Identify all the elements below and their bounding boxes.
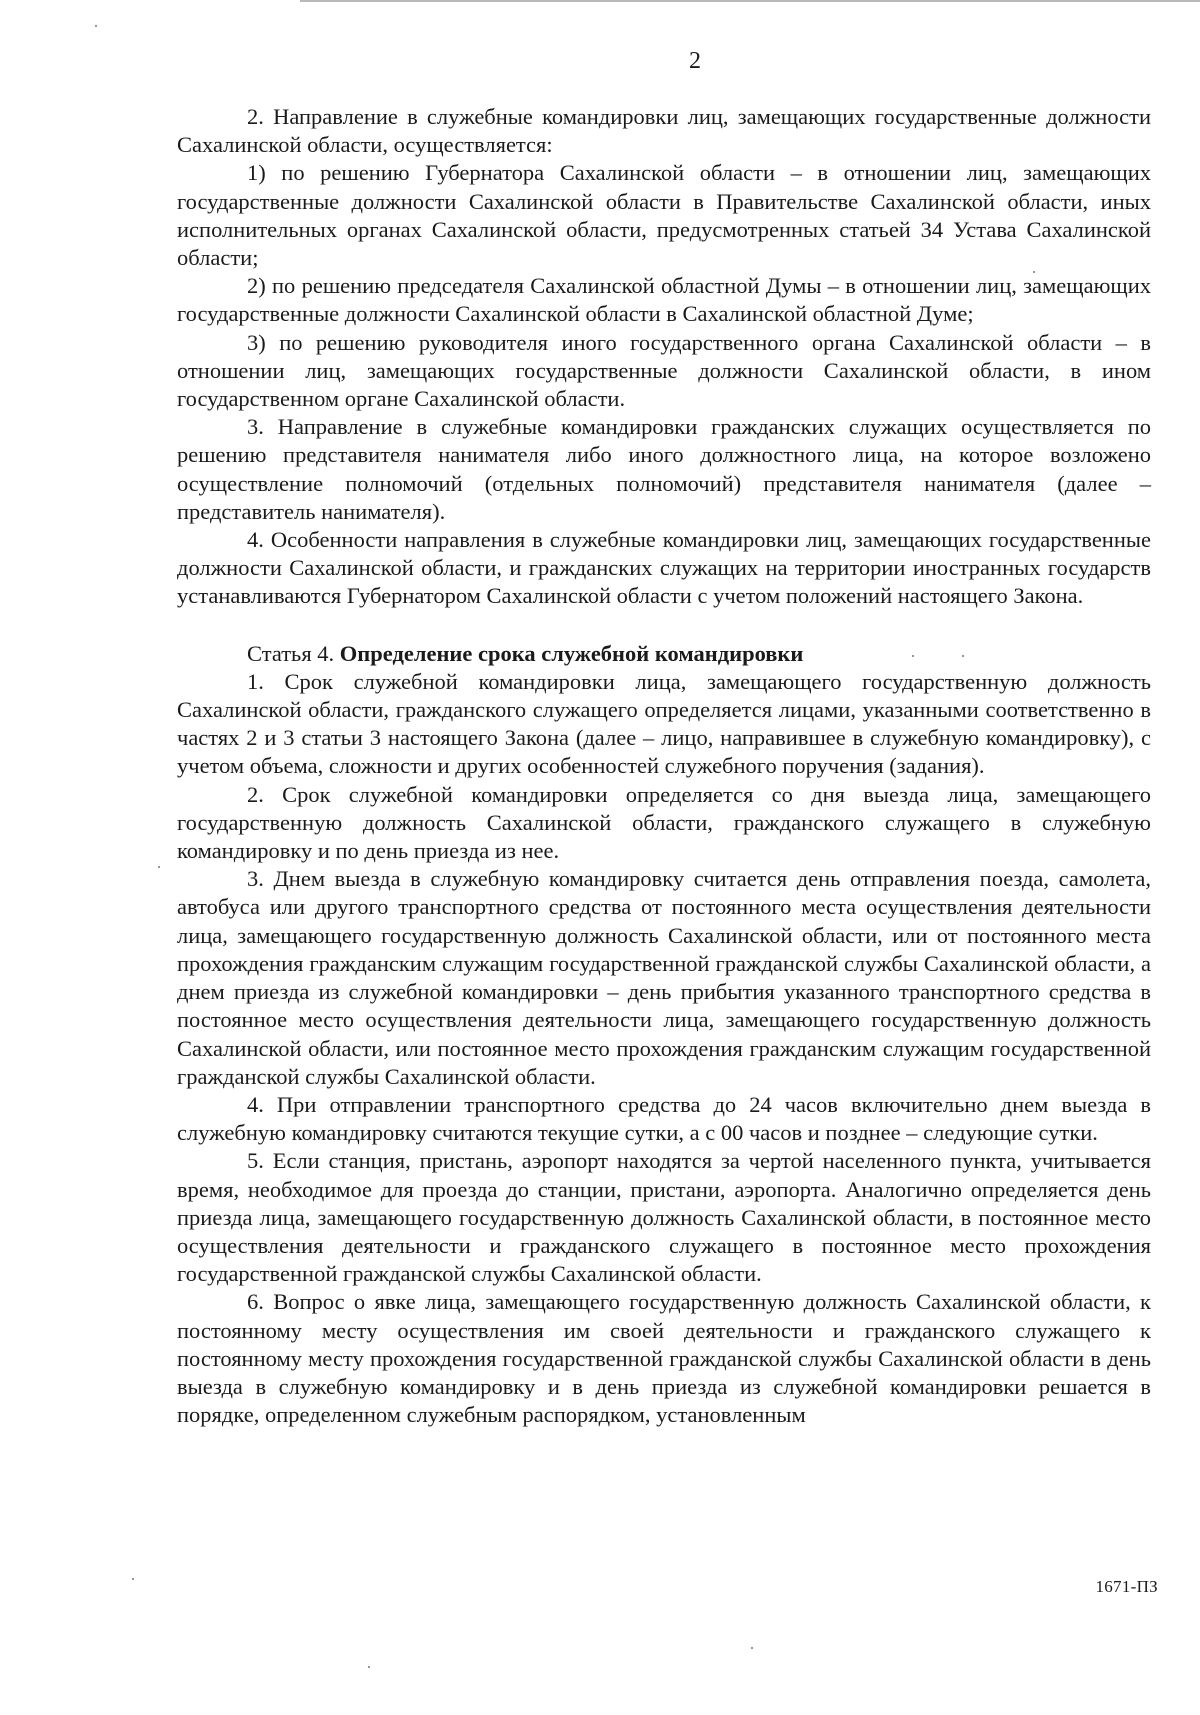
scan-speck [962,655,964,657]
scan-speck [1033,271,1035,273]
scan-edge-line [300,0,1200,2]
paragraph-article3-item2: 2) по решению председателя Сахалинской областной Думы – в отношении лиц, замещающих государственные должности Сахалинской области в Сахалинской областной Думе; [177,273,1151,327]
paragraph-article4-part5: 5. Если станция, пристань, аэропорт находятся за чертой населенного пункта, учитывается время, необходимое для проезда до станции, пристани, аэропорта. Аналогично определяется день приезда лица, замещающего государственную должность Сахалинской области, в постоянное место осуществления деятельности и гражданского служащего в постоянное место прохождения государственной гражданской службы Сахалинской области. [177,1148,1151,1287]
paragraph-article4-part6: 6. Вопрос о явке лица, замещающего государственную должность Сахалинской области, к постоянному месту осуществления им своей деятельности и гражданского служащего к постоянному месту прохождения государственной гражданской службы Сахалинской области в день выезда в служебную командировку и в день приезда из служебной командировки решается в порядке, определенном служебным распорядком, установленным [177,1289,1151,1428]
document-body [177,103,1151,1429]
paragraph-article4-part1: 1. Срок служебной командировки лица, замещающего государственную должность Сахалинской области, гражданского служащего определяется лицами, указанными соответственно в частях 2 и 3 статьи 3 настоящего Закона (далее – лицо, направившее в служебную командировку), с учетом объема, сложности и других особенностей служебного поручения (задания). [177,668,1151,779]
paragraph-article3-item3: 3) по решению руководителя иного государственного органа Сахалинской области – в отношении лиц, замещающих государственные должности Сахалинской области, в ином государственном органе Сахалинской области. [177,329,1151,412]
article-heading-prefix: Статья 4. [247,640,340,666]
scan-speck [751,1647,753,1649]
page-number: 2 [689,48,701,74]
article-heading [177,640,1151,668]
paragraph-article4-part3: 3. Днем выезда в служебную командировку считается день отправления поезда, самолета, автобуса или другого транспортного средства от постоянного места осуществления деятельности лица, замещающего государственную должность Сахалинской области, или от постоянного места прохождения гражданским служащим государственной гражданской службы Сахалинской области, а днем приезда из служебной командировки – день прибытия указанного транспортного средства в постоянное место осуществления деятельности лица, замещающего государственную должность Сахалинской области, или постоянное место прохождения гражданским служащим государственной гражданской службы Сахалинской области. [177,866,1151,1089]
paragraph-article3-item1: 1) по решению Губернатора Сахалинской области – в отношении лиц, замещающих государственные должности Сахалинской области в Правительстве Сахалинской области, иных исполнительных органах Сахалинской области, предусмотренных статьей 34 Устава Сахалинской области; [177,160,1151,271]
scan-speck [95,25,97,27]
paragraph-article3-part2: 2. Направление в служебные командировки лиц, замещающих государственные должности Сахалинской области, осуществляется: [177,104,1151,158]
scan-speck [132,1578,134,1580]
article-heading-title: Определение срока служебной командировки [339,640,804,666]
paragraph-article3-part3: 3. Направление в служебные командировки гражданских служащих осуществляется по решению представителя нанимателя либо иного должностного лица, на которое возложено осуществление полномочий (отдельных полномочий) представителя нанимателя (далее – представитель нанимателя). [177,414,1151,524]
scan-speck [368,1666,370,1668]
paragraph-article4-part4: 4. При отправлении транспортного средства до 24 часов включительно днем выезда в служебную командировку считаются текущие сутки, а с 00 часов и позднее – следующие сутки. [177,1091,1151,1146]
document-code: 1671-ПЗ [1095,1577,1158,1596]
scan-speck [912,655,914,657]
scan-speck [158,866,160,868]
paragraph-article4-part2: 2. Срок служебной командировки определяется со дня выезда лица, замещающего государственную должность Сахалинской области, гражданского служащего в служебную командировку и по день приезда из нее. [177,781,1151,864]
paragraph-article3-part4: 4. Особенности направления в служебные командировки лиц, замещающих государственные должности Сахалинской области, и гражданских служащих на территории иностранных государств устанавливаются Губернатором Сахалинской области с учетом положений настоящего Закона. [177,527,1151,609]
